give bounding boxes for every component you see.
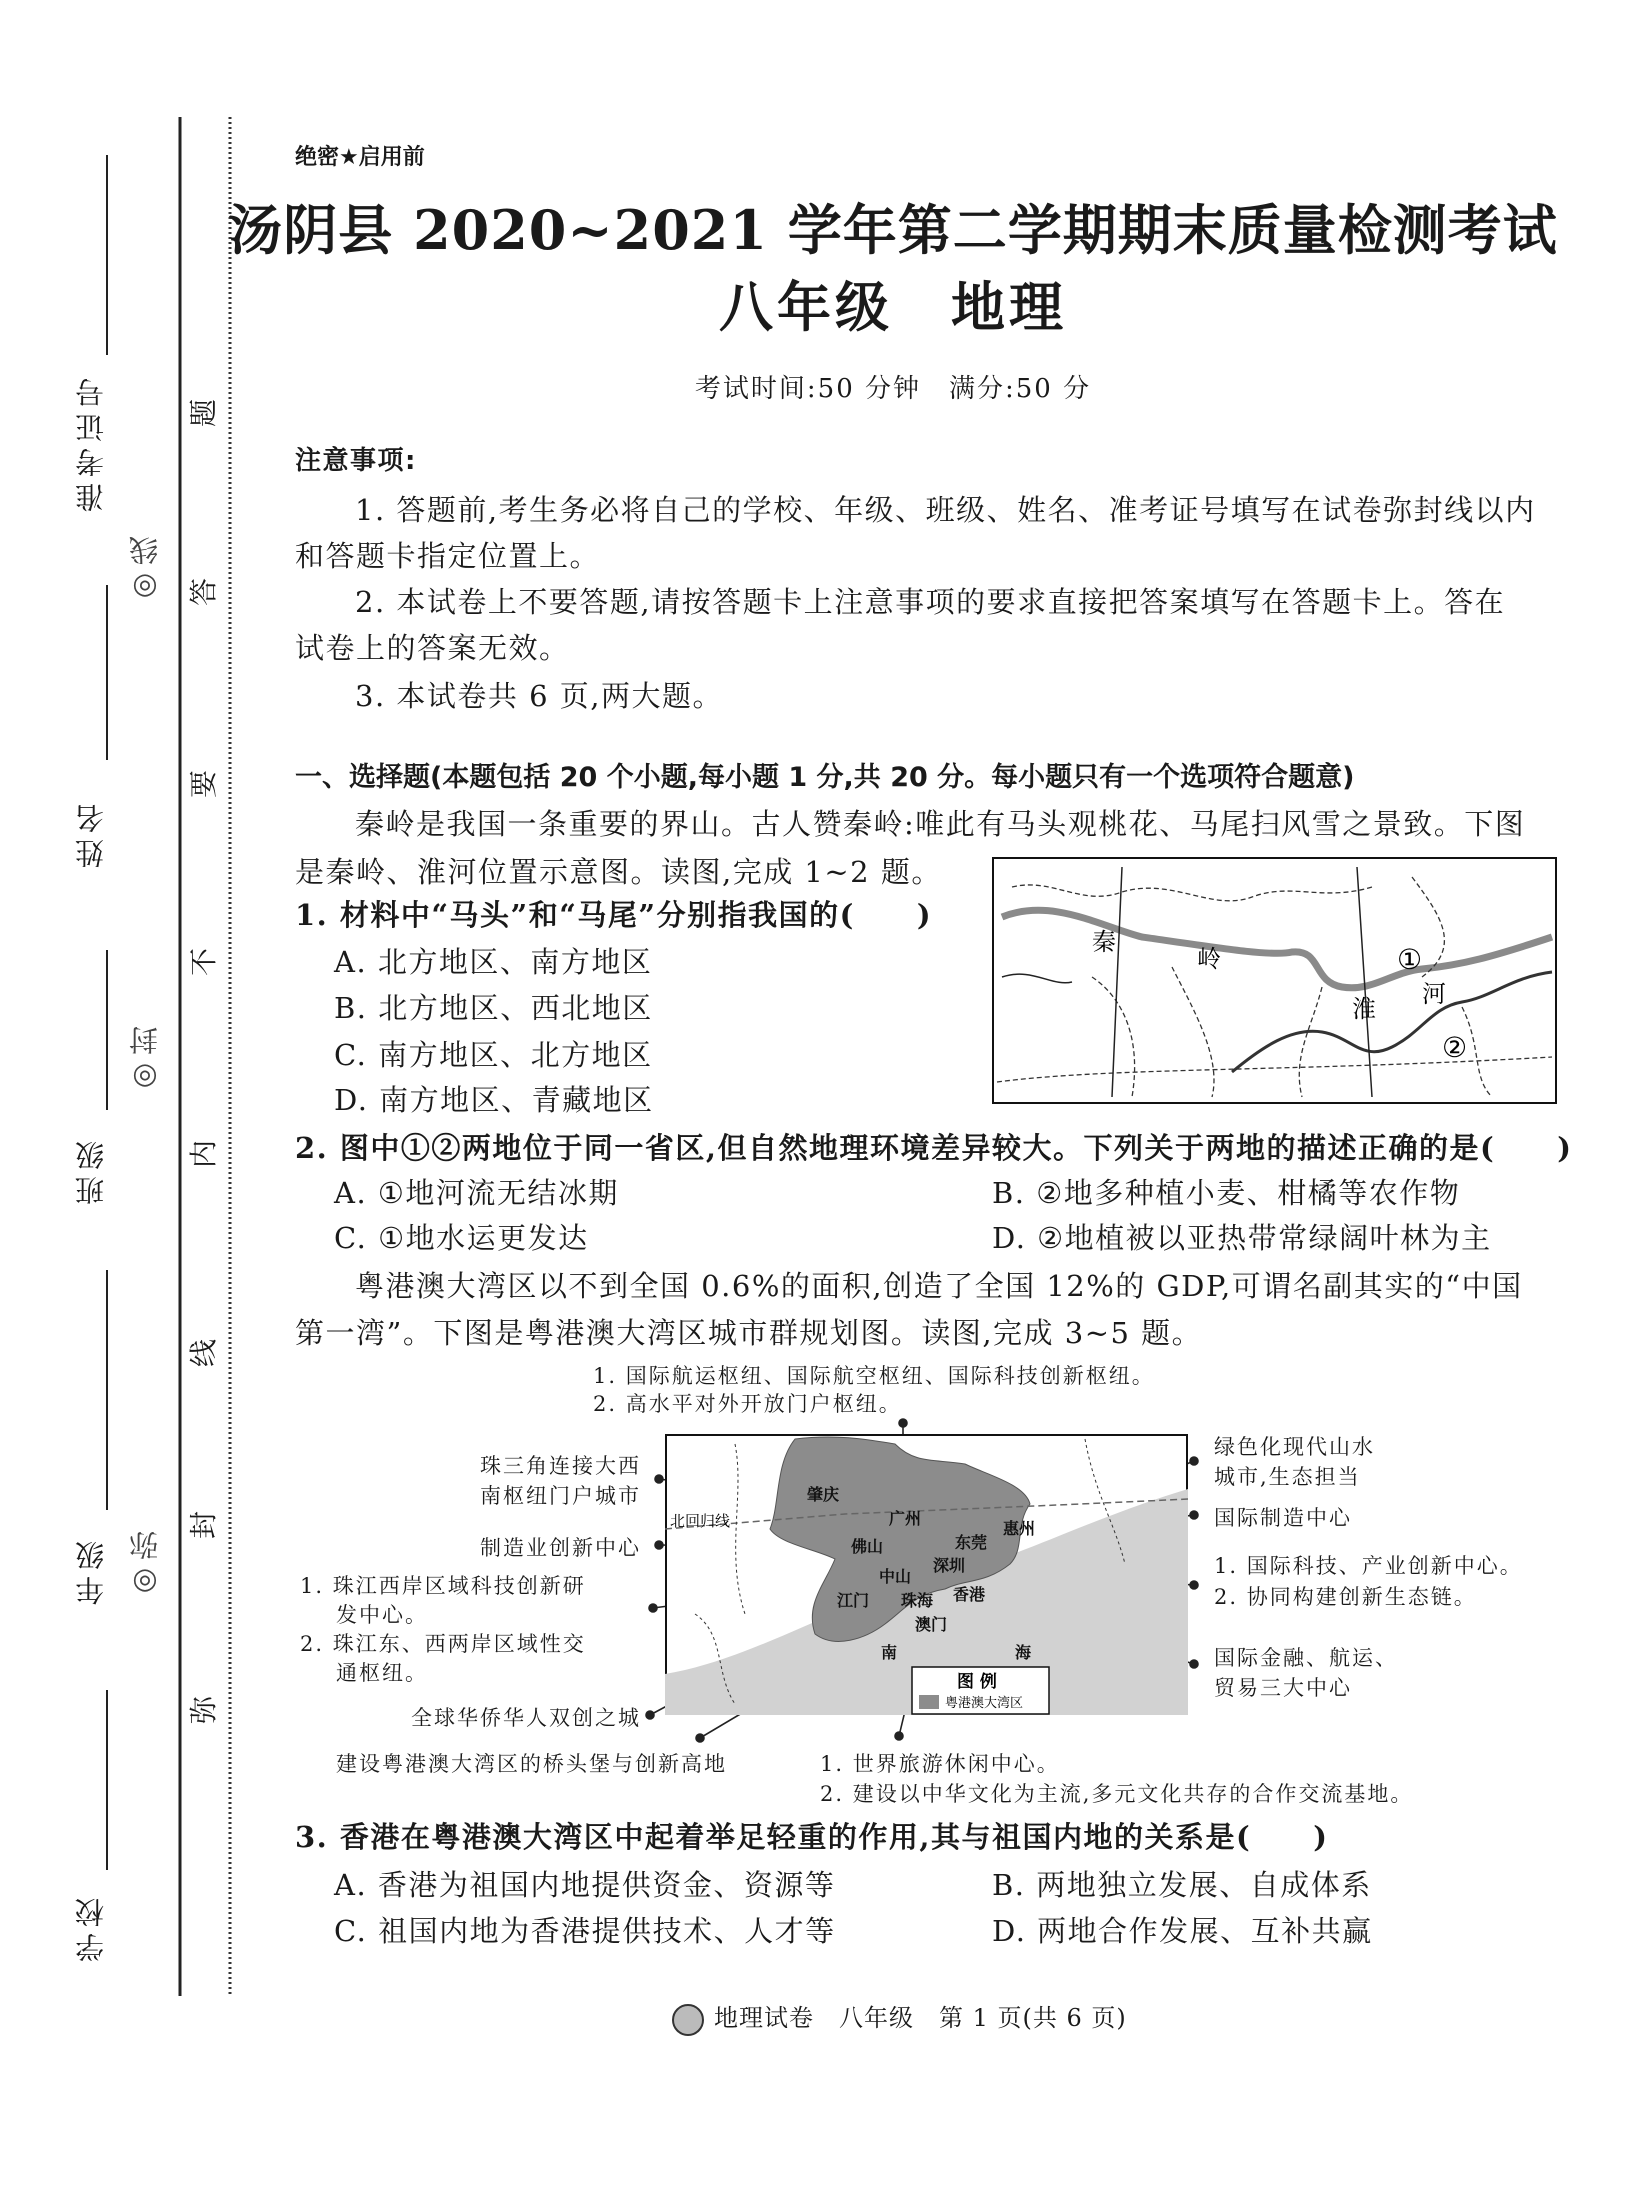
q2-option-b: B. ②地多种植小麦、柑橘等农作物: [992, 1176, 1461, 1210]
map2-label-zhuhai: 建设粤港澳大湾区的桥头堡与创新高地: [336, 1752, 727, 1776]
question-2: [295, 1126, 1572, 1167]
seal-mark-text: 线: [128, 530, 162, 565]
map1-drawing: [992, 857, 1557, 1104]
label-line: 2. 珠江东、西两岸区域性交: [300, 1632, 586, 1656]
q2-option-a: A. ①地河流无结冰期: [334, 1176, 619, 1210]
label-line: 绿色化现代山水: [1214, 1435, 1375, 1459]
answer-bracket: ): [916, 898, 933, 932]
label-line: 通枢纽。: [336, 1661, 428, 1685]
label-line: 贸易三大中心: [1214, 1676, 1352, 1700]
map1-label-point2: ②: [1442, 1031, 1468, 1064]
city-shenzhen: 深圳: [933, 1556, 966, 1575]
q3-option-c: C. 祖国内地为香港提供技术、人才等: [334, 1914, 836, 1948]
map2-label-jiangmen: 全球华侨华人双创之城: [411, 1706, 641, 1730]
map2-label-dongguan: 国际制造中心: [1214, 1506, 1352, 1530]
map2-label-guangzhou: 1. 国际航运枢纽、国际航空枢纽、国际科技创新枢纽。: [593, 1364, 1155, 1388]
column-char: 内: [187, 1139, 221, 1169]
exam-title: 汤阴县 2020~2021 学年第二学期期末质量检测考试: [228, 198, 1558, 262]
q3-option-b: B. 两地独立发展、自成体系: [992, 1868, 1372, 1902]
qinling-huaihe-map: [992, 857, 1557, 1104]
answer-bracket: ): [1313, 1820, 1329, 1854]
tropic-label: 北回归线: [670, 1512, 731, 1530]
sea-label-nan: 南: [881, 1643, 898, 1662]
city-zhuhai: 珠海: [901, 1591, 934, 1610]
map2-label-foshan: 制造业创新中心: [480, 1536, 641, 1560]
label-line: 1. 珠江西岸区域科技创新研: [300, 1574, 586, 1598]
map2-label-zhaoqing: [480, 1450, 641, 1510]
q1-option-c: C. 南方地区、北方地区: [334, 1038, 653, 1072]
question-stem: 2. 图中①②两地位于同一省区,但自然地理环境差异较大。下列关于两地的描述正确的是(: [295, 1131, 1496, 1165]
map-legend: [912, 1667, 1049, 1714]
column-char: 答: [187, 577, 221, 607]
map2-label-huizhou: [1214, 1432, 1375, 1492]
map1-label-ling: 岭: [1197, 945, 1221, 973]
label-line: 珠三角连接大西: [480, 1454, 641, 1478]
q2-option-d: D. ②地植被以亚热带常绿阔叶林为主: [992, 1221, 1492, 1255]
notes-heading: 注意事项:: [295, 446, 417, 476]
greater-bay-area-map: [665, 1434, 1188, 1715]
city-hongkong: 香港: [953, 1585, 986, 1604]
column-char: 封: [187, 1510, 221, 1540]
seal-mark-mi: ◎弥: [128, 1525, 162, 1600]
map2-label-zhongshan: [300, 1572, 586, 1688]
legend-swatch: [919, 1695, 939, 1709]
map2-label-macau: 1. 世界旅游休闲中心。: [820, 1752, 1060, 1776]
seal-mark-line: ◎线: [128, 530, 162, 605]
seal-mark-text: 封: [128, 1020, 162, 1055]
city-zhaoqing: 肇庆: [807, 1485, 840, 1504]
sea-label-hai: 海: [1015, 1643, 1032, 1662]
city-jiangmen: 江门: [837, 1591, 870, 1610]
confidential-label: 绝密★启用前: [295, 145, 425, 170]
city-guangzhou: 广州: [889, 1509, 922, 1528]
city-zhongshan: 中山: [879, 1567, 912, 1586]
exam-subtitle: 八年级 地理: [719, 275, 1067, 339]
label-line: 南枢纽门户城市: [480, 1484, 641, 1508]
q3-option-a: A. 香港为祖国内地提供资金、资源等: [334, 1868, 836, 1902]
city-huizhou: 惠州: [1003, 1519, 1036, 1538]
question-1: [295, 893, 932, 934]
column-char: 弥: [187, 1695, 221, 1725]
map1-label-point1: ①: [1397, 943, 1423, 976]
field-class: 班级: [74, 1135, 108, 1205]
intro-line: 是秦岭、淮河位置示意图。读图,完成 1~2 题。: [295, 855, 942, 889]
legend-item: 粤港澳大湾区: [945, 1696, 1024, 1711]
label-line: 发中心。: [336, 1603, 428, 1627]
notes-line: 试卷上的答案无效。: [295, 631, 570, 665]
q2-option-c: C. ①地水运更发达: [334, 1221, 589, 1255]
map2-label-macau: 2. 建设以中华文化为主流,多元文化共存的合作交流基地。: [820, 1782, 1414, 1806]
column-char: 要: [187, 769, 221, 799]
label-line: 国际金融、航运、: [1214, 1646, 1398, 1670]
column-char: 线: [187, 1338, 221, 1368]
notes-line: 2. 本试卷上不要答题,请按答题卡上注意事项的要求直接把答案填写在答题卡上。答在: [355, 585, 1506, 619]
notes-line: 和答题卡指定位置上。: [295, 539, 601, 573]
answer-bracket: ): [1557, 1131, 1573, 1165]
city-dongguan: 东莞: [955, 1533, 988, 1552]
question-stem: 1. 材料中“马头”和“马尾”分别指我国的(: [295, 898, 855, 932]
map2-label-shenzhen: [1214, 1551, 1523, 1613]
q1-option-b: B. 北方地区、西北地区: [334, 991, 653, 1025]
label-line: 2. 协同构建创新生态链。: [1214, 1585, 1477, 1609]
intro-line: 第一湾”。下图是粤港澳大湾区城市群规划图。读图,完成 3~5 题。: [295, 1316, 1203, 1350]
q1-option-a: A. 北方地区、南方地区: [334, 945, 653, 979]
field-grade: 年级: [74, 1535, 108, 1605]
section-heading: 一、选择题(本题包括 20 个小题,每小题 1 分,共 20 分。每小题只有一个选项符合题意): [295, 762, 1355, 793]
q3-option-d: D. 两地合作发展、互补共赢: [992, 1914, 1373, 1948]
map2-drawing: [665, 1434, 1188, 1715]
publisher-logo-icon: [672, 2004, 704, 2036]
legend-title: 图 例: [957, 1672, 997, 1692]
city-macau: 澳门: [915, 1615, 948, 1634]
question-stem: 3. 香港在粤港澳大湾区中起着举足轻重的作用,其与祖国内地的关系是(: [295, 1820, 1252, 1854]
map2-label-hongkong: [1214, 1643, 1398, 1703]
footer-text: 地理试卷 八年级 第 1 页(共 6 页): [714, 2004, 1127, 2032]
map1-label-he: 河: [1422, 980, 1446, 1008]
exam-info: 考试时间:50 分钟 满分:50 分: [694, 374, 1092, 404]
map2-label-guangzhou: 2. 高水平对外开放门户枢纽。: [593, 1392, 902, 1416]
intro-line: 粤港澳大湾区以不到全国 0.6%的面积,创造了全国 12%的 GDP,可谓名副其实的“中国: [355, 1269, 1523, 1303]
column-char: 题: [187, 398, 221, 428]
field-school: 学校: [74, 1892, 108, 1962]
seal-mark-text: 弥: [128, 1525, 162, 1560]
map1-label-huai: 淮: [1352, 995, 1376, 1023]
field-name: 姓名: [74, 798, 108, 868]
field-exam-number: 准考证号: [74, 372, 108, 512]
question-3: [295, 1815, 1328, 1856]
label-line: 1. 国际科技、产业创新中心。: [1214, 1554, 1523, 1578]
q1-option-d: D. 南方地区、青藏地区: [334, 1083, 654, 1117]
label-line: 城市,生态担当: [1214, 1465, 1361, 1489]
seal-mark-seal: ◎封: [128, 1020, 162, 1095]
city-foshan: 佛山: [851, 1537, 884, 1556]
notes-line: 3. 本试卷共 6 页,两大题。: [355, 679, 723, 713]
intro-line: 秦岭是我国一条重要的界山。古人赞秦岭:唯此有马头观桃花、马尾扫风雪之景致。下图: [355, 807, 1526, 841]
column-char: 不: [187, 947, 221, 977]
map1-label-qin: 秦: [1092, 928, 1116, 956]
notes-line: 1. 答题前,考生务必将自己的学校、年级、班级、姓名、准考证号填写在试卷弥封线以内: [355, 493, 1536, 527]
page-footer: [672, 1998, 1127, 2036]
